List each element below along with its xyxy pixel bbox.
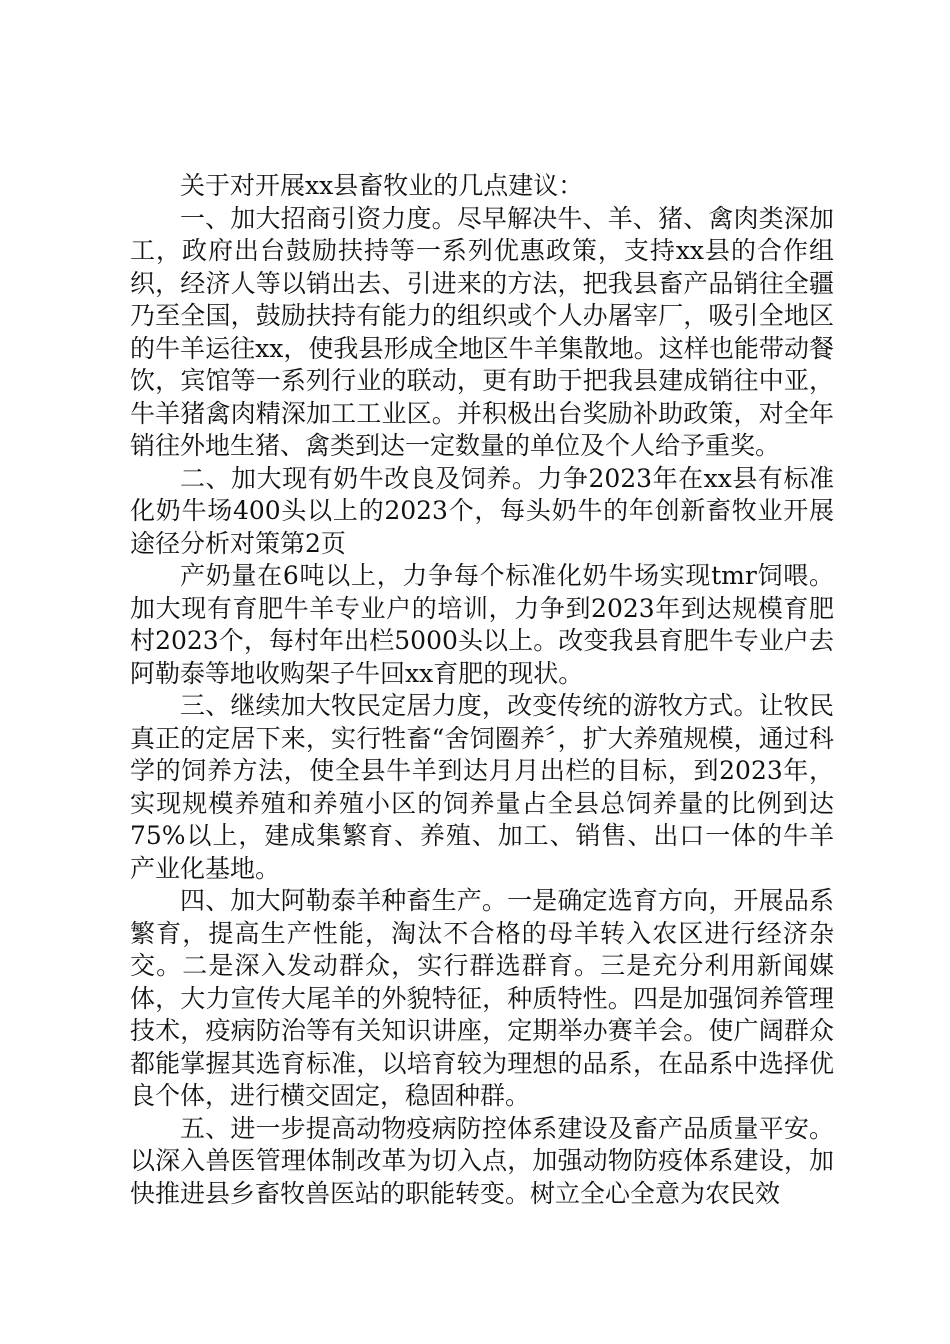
paragraph-title: 关于对开展xx县畜牧业的几点建议： xyxy=(180,171,584,200)
paragraph-settlement: 三、继续加大牧民定居力度，改变传统的游牧方式。让牧民真正的定居下来，实行牲畜“舍饲圈养〞，扩大养殖规模，通过科学的饲养方法，使全县牛羊到达月月出栏的目标，到2023年，实现规模养殖和养殖小区的饲养量占全县总饲养量的比例到达75%以上，建成集繁育、养殖、加工、销售、出口一体的牛羊产业化基地。 xyxy=(130,691,834,883)
paragraph-dairy: 二、加大现有奶牛改良及饲养。力争2023年在xx县有标准化奶牛场400头以上的2023个，每头奶牛的年创新畜牧业开展途径分析对策第2页 xyxy=(130,463,834,558)
paragraph-dairy-continued: 产奶量在6吨以上，力争每个标准化奶牛场实现tmr饲喂。加大现有育肥牛羊专业户的培训，力争到2023年到达规模育肥村2023个，每村年出栏5000头以上。改变我县育肥牛专业户去阿勒泰等地收购架子牛回xx育肥的现状。 xyxy=(130,561,834,688)
paragraph-altay-sheep: 四、加大阿勒泰羊种畜生产。一是确定选育方向，开展品系繁育，提高生产性能，淘汰不合格的母羊转入农区进行经济杂交。二是深入发动群众，实行群选群育。三是充分利用新闻媒体，大力宣传大尾羊的外貌特征，种质特性。四是加强饲养管理技术，疫病防治等有关知识讲座，定期举办赛羊会。使广阔群众都能掌握其选育标准，以培育较为理想的品系，在品系中选择优良个体，进行横交固定，稳固种群。 xyxy=(130,886,834,1110)
paragraph-investment: 一、加大招商引资力度。尽早解决牛、羊、猪、禽肉类深加工，政府出台鼓励扶持等一系列优惠政策，支持xx县的合作组织，经济人等以销出去、引进来的方法，把我县畜产品销往全疆乃至全国，鼓励扶持有能力的组织或个人办屠宰厂，吸引全地区的牛羊运往xx，使我县形成全地区牛羊集散地。这样也能带动餐饮，宾馆等一系列行业的联动，更有助于把我县建成销往中亚，牛羊猪禽肉精深加工工业区。并积极出台奖励补助政策，对全年销往外地生猪、禽类到达一定数量的单位及个人给予重奖。 xyxy=(130,203,834,460)
paragraph-disease-control: 五、进一步提高动物疫病防控体系建设及畜产品质量平安。以深入兽医管理体制改革为切入点，加强动物防疫体系建设，加快推进县乡畜牧兽医站的职能转变。树立全心全意为农民效 xyxy=(130,1113,834,1208)
document-body xyxy=(130,170,834,1210)
